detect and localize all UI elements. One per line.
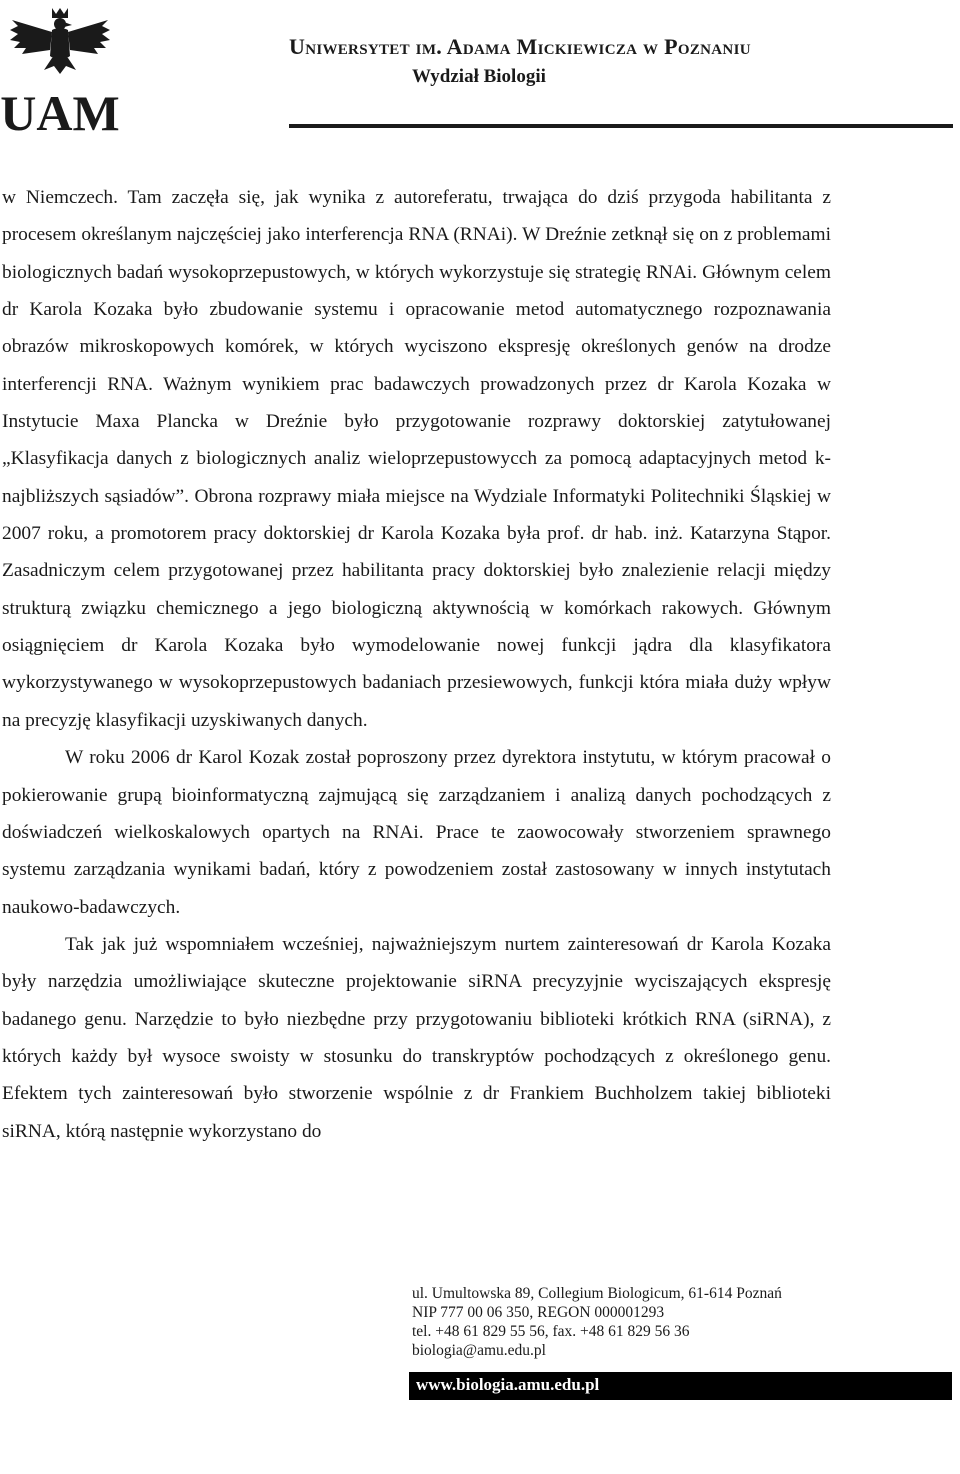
footer-address-line: ul. Umultowska 89, Collegium Biologicum, 61-614 Poznań	[412, 1285, 782, 1302]
letter-body	[2, 179, 831, 1150]
footer-contact	[412, 1284, 782, 1360]
footer-email[interactable]: biologia@amu.edu.pl	[412, 1342, 546, 1359]
header-divider	[289, 124, 953, 128]
university-name: Uniwersytet im. Adama Mickiewicza w Poznaniu	[289, 34, 751, 59]
paragraph: Tak jak już wspomniałem wcześniej, najważniejszym nurtem zainteresowań dr Karola Kozaka były narzędzia umożliwiające skuteczne projektowanie siRNA precyzyjnie wyciszających ekspresję badanego genu. Narzędzie to było niezbędne przy przygotowaniu biblioteki krótkich RNA (siRNA), z których każdy był wysoce swoisty w stosunku do transkryptów pochodzących z określonego genu. Efektem tych zainteresowań było stworzenie wspólnie z dr Frankiem Buchholzem takiej biblioteki siRNA, którą następnie wykorzystano do	[2, 933, 831, 1142]
logo-wordmark: UAM	[0, 85, 120, 141]
paragraph: w Niemczech. Tam zaczęła się, jak wynika z autoreferatu, trwająca do dziś przygoda habilitanta z procesem określanym najczęściej jako interferencja RNA (RNAi). W Dreźnie zetknął się on z problemami biologicznych badań wysokoprzepustowych, w których wykorzystuje się strategię RNAi. Głównym celem dr Karola Kozaka było zbudowanie systemu i opracowanie metod automatycznego rozpoznawania obrazów mikroskopowych komórek, w których wyciszono ekspresję określonych genów na drodze interferencji RNA. Ważnym wynikiem prac badawczych prowadzonych przez dr Karola Kozaka w Instytucie Maxa Plancka w Dreźnie było przygotowanie rozprawy doktorskiej zatytułowanej „Klasyfikacja danych z biologicznych analiz wieloprzepustowycch za pomocą adaptacyjnych metod k-najbliższych sąsiadów”. Obrona rozprawy miała miejsce na Wydziale Informatyki Politechniki Śląskiej w 2007 roku, a promotorem pracy doktorskiej dr Karola Kozaka była prof. dr hab. inż. Katarzyna Stąpor. Zasadniczym celem przygotowanej przez habilitanta pracy doktorskiej było znalezienie relacji między strukturą związku chemicznego a jego biologiczną aktywnością w komórkach rakowych. Głównym osiągnięciem dr Karola Kozaka było wymodelowanie nowej funkcji jądra dla klasyfikatora wykorzystywanego w wysokoprzepustowych badaniach przesiewowych, funkcji która miała duży wpływ na precyzję klasyfikacji uzyskiwanych danych.	[2, 187, 831, 731]
uam-eagle-logo	[0, 6, 120, 141]
footer-ids-line: NIP 777 00 06 350, REGON 000001293	[412, 1304, 665, 1321]
footer-website-bar	[409, 1372, 952, 1400]
faculty-name: Wydział Biologii	[412, 66, 546, 87]
footer-website-link[interactable]: www.biologia.amu.edu.pl	[416, 1375, 600, 1394]
paragraph: W roku 2006 dr Karol Kozak został poproszony przez dyrektora instytutu, w którym pracował o pokierowanie grupą bioinformatyczną zajmującą się zarządzaniem i analizą danych pochodzących z doświadczeń wielkoskalowych opartych na RNAi. Prace te zaowocowały stworzeniem sprawnego systemu zarządzania wynikami badań, który z powodzeniem został zastosowany w innych instytutach naukowo-badawczych.	[2, 747, 831, 918]
footer-phone-line: tel. +48 61 829 55 56, fax. +48 61 829 56 36	[412, 1323, 690, 1340]
